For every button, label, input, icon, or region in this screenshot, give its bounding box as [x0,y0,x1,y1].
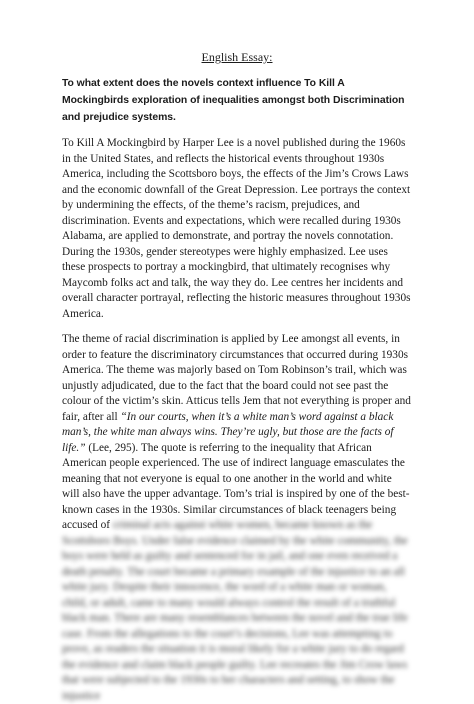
paragraph-text-end: (Lee, 295). The quote is referring to the inequality that African American people experienced. The use of indirect language emasculates the meaning that not everyone is equal to one another in the world and white will also have the upper advantage. Tom’s trial is inspired by one of the best-known cases in the 1930s. Similar circumstances of black teenagers being accused of [62,441,410,531]
paragraph-text-start: The theme of racial discrimination is applied by Lee amongst all events, in order to feature the discriminatory circumstances that occurred during 1930s America. The theme was majorly based on Tom Robinson’s trail, which was unjustly adjudicated, due to the fact that the board could not see past the colour of the victim’s skin. Atticus tells Jem that not everything is proper and fair, after all [62,333,411,423]
essay-question: To what extent does the novels context influence To Kill A Mockingbirds exploration of inequalities amongst both Discrimination and prejudice systems. [62,78,405,123]
paragraph-racial-discrimination [62,332,412,704]
paragraph-introduction: To Kill A Mockingbird by Harper Lee is a novel published during the 1960s in the United States, and reflects the historical events throughout 1930s America, including the Scottsboro boys, the effects of the Jim’s Crows Laws and the economic downfall of the Great Depression. Lee portrays the context by undermining the effects, of the theme’s racism, prejudices, and discrimination. Events and expectations, which were recalled during 1930s Alabama, are applied to demonstrate, and portray the novels connotation. During the 1930s, gender stereotypes were highly emphasized. Lee uses these prospects to portray a mockingbird, that ultimately recognises why Maycomb folks act and talk, the way they do. Lee centres her incidents and overall character portrayal, reflecting the historic measures throughout 1930s America. [62,137,411,320]
essay-title: English Essay: [201,50,273,64]
blurred-preview-text: criminal acts against white women, became known as the Scottsboro Boys. Under false evidence claimed by the white community, the boys were held as guilty and sentenced for in jail, and one even received a death penalty. The court became a primary example of the injustice to an all white jury. Despite their innocence, the word of a white man or woman, child, or adult, came to many would always control the result of a truthful black man. There are many resemblances between the novel and the true life case. From the allegations to the court’s decisions, Lee was attempting to prove, as readers the situation it is moral likely for a white jury to do regard the evidence and claim black people guilty. Lee recreates the Jim Crow laws that were subjected to the 1930s to her characters and setting, to show the injustice [62,519,408,702]
atticus-quote: “In our courts, when it’s a white man’s word against a black man’s, the white man always wins. They’re ugly, but those are the facts of life.” [62,410,394,454]
